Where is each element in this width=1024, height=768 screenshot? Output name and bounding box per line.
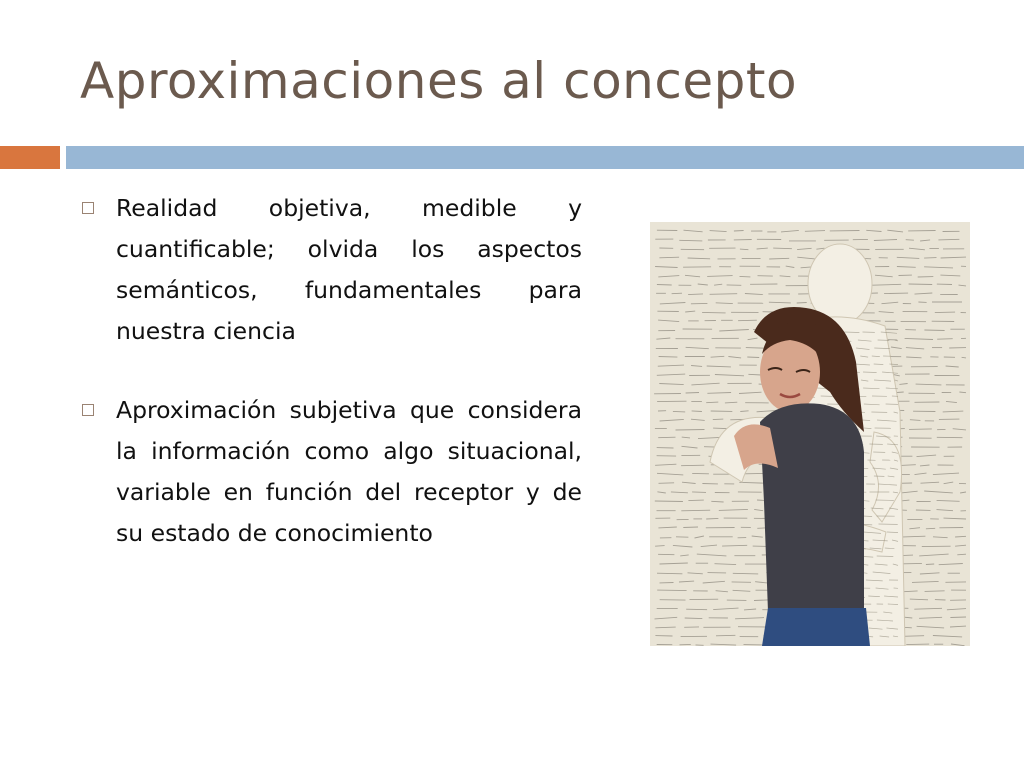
handwriting-stroke bbox=[685, 618, 703, 619]
handwriting-stroke bbox=[773, 248, 792, 249]
figure-text-stroke bbox=[887, 532, 898, 533]
handwriting-stroke bbox=[738, 320, 757, 321]
handwriting-stroke bbox=[938, 239, 959, 240]
handwriting-stroke bbox=[957, 554, 966, 555]
figure-text-stroke bbox=[862, 420, 870, 421]
hollow-square-bullet-icon bbox=[82, 404, 94, 416]
handwriting-stroke bbox=[679, 240, 702, 241]
handwriting-stroke bbox=[657, 590, 686, 591]
handwriting-stroke bbox=[909, 429, 932, 430]
handwriting-stroke bbox=[683, 527, 698, 528]
handwriting-stroke bbox=[710, 294, 738, 295]
figure-text-stroke bbox=[874, 364, 884, 365]
handwriting-stroke bbox=[924, 258, 936, 259]
handwriting-stroke bbox=[681, 510, 710, 511]
handwriting-stroke bbox=[706, 518, 718, 519]
figure-text-stroke bbox=[877, 556, 894, 557]
slide-title: Aproximaciones al concepto bbox=[80, 52, 798, 110]
handwriting-stroke bbox=[681, 465, 704, 466]
handwriting-stroke bbox=[797, 303, 807, 304]
handwriting-stroke bbox=[676, 430, 705, 431]
handwriting-stroke bbox=[672, 293, 682, 294]
handwriting-stroke bbox=[924, 330, 944, 331]
bullet-list bbox=[80, 188, 582, 592]
handwriting-stroke bbox=[733, 573, 758, 574]
handwriting-stroke bbox=[657, 285, 672, 286]
handwriting-stroke bbox=[950, 617, 966, 618]
handwriting-stroke bbox=[659, 257, 679, 258]
handwriting-stroke bbox=[686, 609, 707, 610]
handwriting-stroke bbox=[716, 635, 735, 636]
hollow-square-bullet-icon bbox=[82, 202, 94, 214]
bullet-text: Realidad objetiva, medible y cuantificable; olvida los aspectos semánticos, fundamentales para nuestra ciencia bbox=[116, 194, 582, 345]
handwriting-stroke bbox=[686, 393, 699, 394]
handwriting-stroke bbox=[659, 483, 675, 484]
header-divider-bar bbox=[66, 146, 1024, 169]
bullet-text: Aproximación subjetiva que considera la información como algo situacional, variable en función del receptor y de su estado de conocimiento bbox=[116, 396, 582, 547]
handwriting-stroke bbox=[659, 357, 678, 358]
handwriting-stroke bbox=[692, 492, 706, 493]
handwriting-stroke bbox=[702, 312, 726, 313]
handwriting-stroke bbox=[688, 500, 703, 501]
handwriting-stroke bbox=[740, 249, 749, 250]
photo-woman-hugging-text-figure bbox=[650, 222, 970, 646]
handwriting-stroke bbox=[655, 501, 683, 502]
handwriting-stroke bbox=[673, 411, 685, 412]
handwriting-stroke bbox=[962, 357, 966, 358]
handwriting-stroke bbox=[740, 276, 751, 277]
bullet-item bbox=[80, 390, 582, 554]
handwriting-stroke bbox=[925, 591, 945, 592]
handwriting-stroke bbox=[909, 284, 933, 285]
handwriting-stroke bbox=[906, 240, 914, 241]
accent-bar-orange bbox=[0, 146, 60, 169]
handwriting-stroke bbox=[657, 573, 682, 574]
handwriting-stroke bbox=[935, 312, 955, 313]
handwriting-stroke bbox=[906, 644, 929, 645]
handwriting-stroke bbox=[884, 293, 908, 294]
handwriting-stroke bbox=[926, 528, 935, 529]
handwriting-stroke bbox=[692, 411, 702, 412]
handwriting-stroke bbox=[747, 357, 759, 358]
figure-text-stroke bbox=[844, 332, 859, 333]
figure-text-stroke bbox=[863, 516, 872, 517]
handwriting-stroke bbox=[734, 231, 744, 232]
handwriting-stroke bbox=[655, 546, 665, 547]
handwriting-stroke bbox=[937, 339, 953, 340]
handwriting-stroke bbox=[658, 437, 675, 438]
figure-text-stroke bbox=[888, 604, 898, 605]
handwriting-stroke bbox=[713, 419, 724, 420]
handwriting-stroke bbox=[926, 564, 934, 565]
handwriting-stroke bbox=[706, 402, 718, 403]
bullet-item bbox=[80, 188, 582, 352]
figure-text-stroke bbox=[863, 372, 877, 373]
